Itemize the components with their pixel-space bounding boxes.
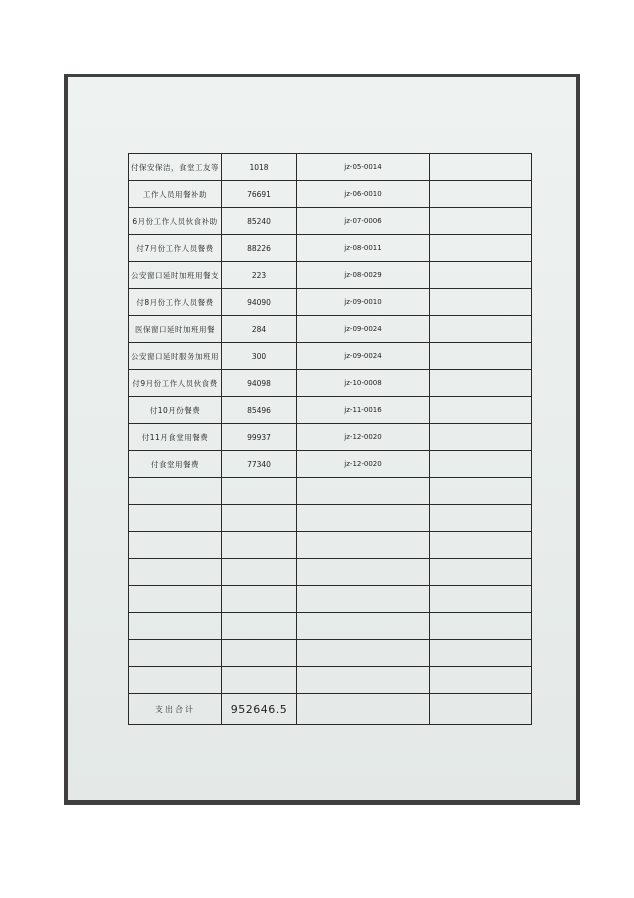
row-note (430, 397, 532, 424)
table-row (129, 343, 532, 370)
row-amount (222, 532, 297, 559)
row-note (430, 667, 532, 694)
row-amount: 94098 (222, 370, 297, 397)
table-row (129, 451, 532, 478)
row-description: 付7月份工作人员餐费 (129, 235, 222, 262)
row-voucher-number: jz-07-0006 (297, 208, 430, 235)
row-amount: 284 (222, 316, 297, 343)
expense-table-body (129, 154, 532, 694)
row-note (430, 316, 532, 343)
row-voucher-number (297, 586, 430, 613)
row-voucher-number: jz-11-0016 (297, 397, 430, 424)
row-description (129, 667, 222, 694)
row-amount (222, 505, 297, 532)
row-amount: 300 (222, 343, 297, 370)
row-amount: 99937 (222, 424, 297, 451)
row-note (430, 505, 532, 532)
row-note (430, 235, 532, 262)
table-row (129, 478, 532, 505)
table-row (129, 370, 532, 397)
table-row (129, 208, 532, 235)
row-note (430, 478, 532, 505)
row-description (129, 559, 222, 586)
row-amount (222, 586, 297, 613)
row-voucher-number (297, 613, 430, 640)
row-note (430, 532, 532, 559)
table-row (129, 397, 532, 424)
row-amount: 85240 (222, 208, 297, 235)
row-description: 付11月食堂用餐费 (129, 424, 222, 451)
row-description (129, 505, 222, 532)
row-description (129, 586, 222, 613)
row-description: 付保安保洁，食堂工友等 (129, 154, 222, 181)
expense-table (128, 153, 532, 725)
table-row (129, 505, 532, 532)
row-voucher-number (297, 667, 430, 694)
table-row (129, 424, 532, 451)
table-row (129, 235, 532, 262)
table-row (129, 532, 532, 559)
total-row (129, 694, 532, 725)
row-description: 付10月份餐费 (129, 397, 222, 424)
table-row (129, 559, 532, 586)
table-row (129, 181, 532, 208)
row-voucher-number: jz-05-0014 (297, 154, 430, 181)
row-description: 公安窗口延时加班用餐支 (129, 262, 222, 289)
row-description (129, 478, 222, 505)
table-row (129, 289, 532, 316)
row-amount: 223 (222, 262, 297, 289)
row-note (430, 262, 532, 289)
table-row (129, 154, 532, 181)
row-description: 付9月份工作人员伙食费 (129, 370, 222, 397)
row-description (129, 613, 222, 640)
row-description (129, 640, 222, 667)
row-voucher-number: jz-09-0024 (297, 343, 430, 370)
row-voucher-number: jz-06-0010 (297, 181, 430, 208)
total-amount: 952646.5 (222, 694, 297, 725)
row-amount (222, 478, 297, 505)
row-voucher-number: jz-12-0020 (297, 424, 430, 451)
table-row (129, 613, 532, 640)
row-amount: 77340 (222, 451, 297, 478)
row-amount: 1018 (222, 154, 297, 181)
row-note (430, 289, 532, 316)
row-voucher-number (297, 640, 430, 667)
row-amount (222, 667, 297, 694)
row-note (430, 370, 532, 397)
table-row (129, 316, 532, 343)
row-note (430, 559, 532, 586)
row-description: 公安窗口延时服务加班用 (129, 343, 222, 370)
table-row (129, 586, 532, 613)
row-note (430, 181, 532, 208)
row-voucher-number (297, 478, 430, 505)
row-note (430, 208, 532, 235)
total-label: 支出合计 (129, 694, 222, 725)
row-amount: 88226 (222, 235, 297, 262)
row-voucher-number: jz-09-0024 (297, 316, 430, 343)
row-amount: 85496 (222, 397, 297, 424)
row-amount (222, 640, 297, 667)
row-voucher-number (297, 559, 430, 586)
row-note (430, 343, 532, 370)
table-row (129, 640, 532, 667)
row-description: 医保窗口延时加班用餐 (129, 316, 222, 343)
row-voucher-number: jz-08-0011 (297, 235, 430, 262)
row-amount: 76691 (222, 181, 297, 208)
row-voucher-number: jz-12-0020 (297, 451, 430, 478)
row-voucher-number: jz-08-0029 (297, 262, 430, 289)
row-amount (222, 613, 297, 640)
total-note (430, 694, 532, 725)
row-description: 付8月份工作人员餐费 (129, 289, 222, 316)
row-description (129, 532, 222, 559)
row-description: 6月份工作人员伙食补助 (129, 208, 222, 235)
row-description: 工作人员用餐补助 (129, 181, 222, 208)
row-voucher-number (297, 505, 430, 532)
row-note (430, 613, 532, 640)
total-voucher (297, 694, 430, 725)
row-voucher-number (297, 532, 430, 559)
table-row (129, 262, 532, 289)
row-note (430, 154, 532, 181)
row-amount: 94090 (222, 289, 297, 316)
row-description: 付食堂用餐费 (129, 451, 222, 478)
row-note (430, 424, 532, 451)
row-voucher-number: jz-09-0010 (297, 289, 430, 316)
row-note (430, 451, 532, 478)
row-amount (222, 559, 297, 586)
row-note (430, 586, 532, 613)
table-row (129, 667, 532, 694)
row-voucher-number: jz-10-0008 (297, 370, 430, 397)
row-note (430, 640, 532, 667)
